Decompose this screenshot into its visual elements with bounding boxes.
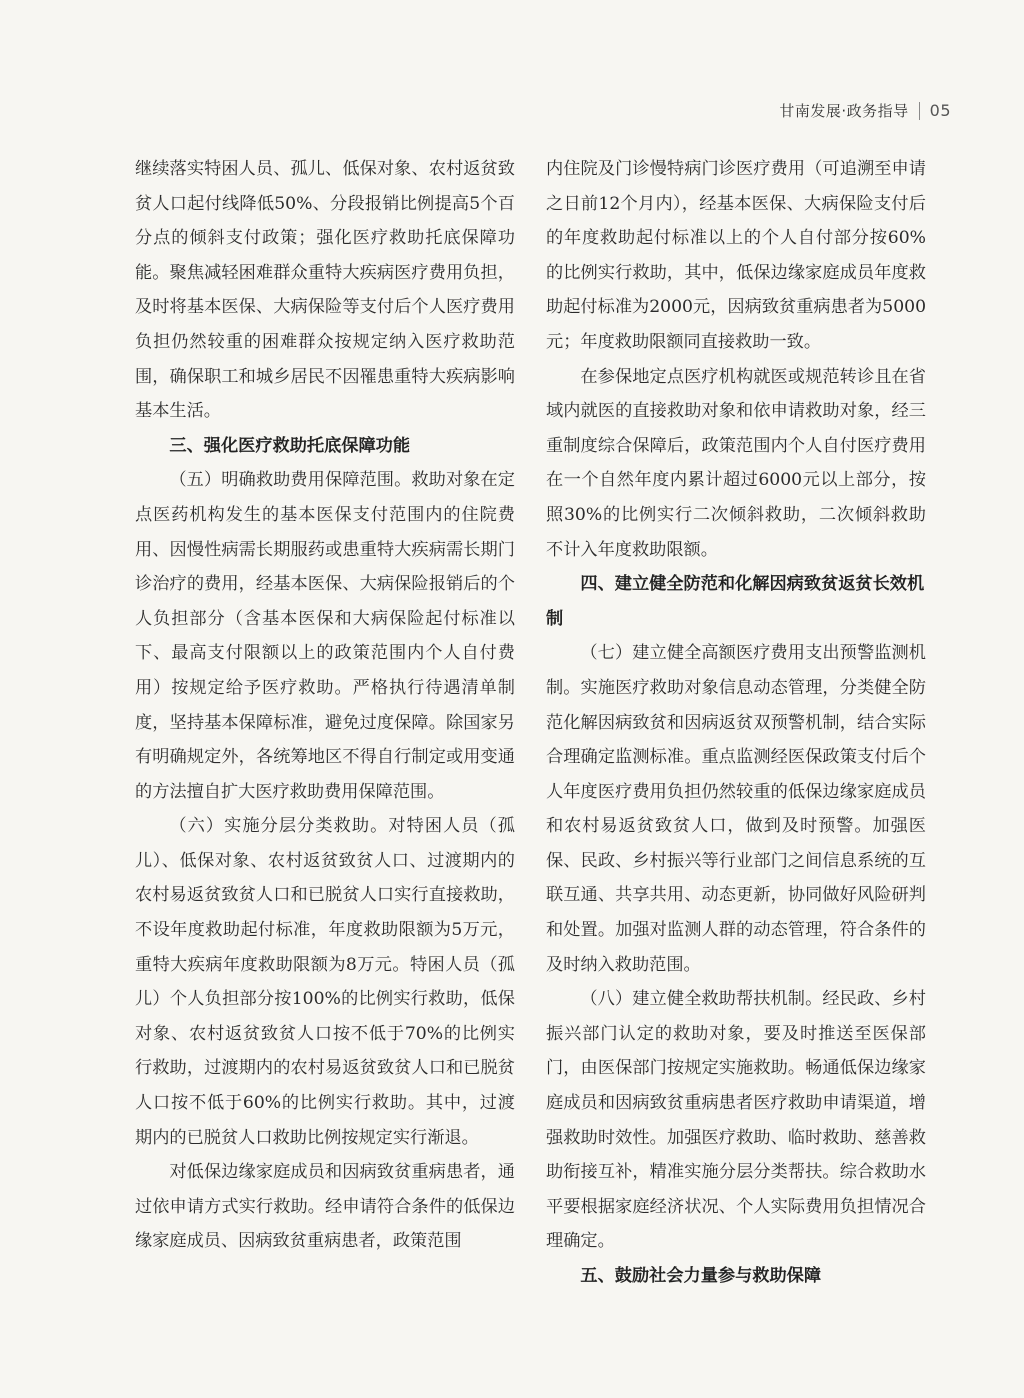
paragraph: 对低保边缘家庭成员和因病致贫重病患者，通过依申请方式实行救助。经申请符合条件的低保边缘家庭成员、因病致贫重病患者，政策范围 [135,1162,515,1252]
paragraph: （五）明确救助费用保障范围。救助对象在定点医药机构发生的基本医保支付范围内的住院费用、因慢性病需长期服药或患重特大疾病需长期门诊治疗的费用，经基本医保、大病保险报销后的个人负担部分（含基本医保和大病保险起付标准以下、最高支付限额以上的政策范围内个人自付费用）按规定给予医疗救助。严格执行待遇清单制度，坚持基本保障标准，避免过度保障。除国家另有明确规定外，各统筹地区不得自行制定或用变通的方法擅自扩大医疗救助费用保障范围。 [135,470,515,802]
right-column [546,152,926,1294]
paragraph: 内住院及门诊慢特病门诊医疗费用（可追溯至申请之日前12个月内），经基本医保、大病保险支付后的年度救助起付标准以上的个人自付部分按60%的比例实行救助，其中，低保边缘家庭成员年度救助起付标准为2000元，因病致贫重病患者为5000元；年度救助限额同直接救助一致。 [546,159,926,352]
header-divider [919,102,920,120]
running-header [779,100,951,121]
paragraph: （八）建立健全救助帮扶机制。经民政、乡村振兴部门认定的救助对象，要及时推送至医保部门，由医保部门按规定实施救助。畅通低保边缘家庭成员和因病致贫重病患者医疗救助申请渠道，增强救助时效性。加强医疗救助、临时救助、慈善救助衔接互补，精准实施分层分类帮扶。综合救助水平要根据家庭经济状况、个人实际费用负担情况合理确定。 [546,989,926,1252]
paragraph: （七）建立健全高额医疗费用支出预警监测机制。实施医疗救助对象信息动态管理，分类健全防范化解因病致贫和因病返贫双预警机制，结合实际合理确定监测标准。重点监测经医保政策支付后个人年度医疗费用负担仍然较重的低保边缘家庭成员和农村易返贫致贫人口，做到及时预警。加强医保、民政、乡村振兴等行业部门之间信息系统的互联互通、共享共用、动态更新，协同做好风险研判和处置。加强对监测人群的动态管理，符合条件的及时纳入救助范围。 [546,643,926,975]
paragraph: 继续落实特困人员、孤儿、低保对象、农村返贫致贫人口起付线降低50%、分段报销比例提高5个百分点的倾斜支付政策；强化医疗救助托底保障功能。聚焦减轻困难群众重特大疾病医疗费用负担，及时将基本医保、大病保险等支付后个人医疗费用负担仍然较重的困难群众按规定纳入医疗救助范围，确保职工和城乡居民不因罹患重特大疾病影响基本生活。 [135,159,515,422]
header-title: 甘南发展·政务指导 [779,102,909,120]
paragraph: 在参保地定点医疗机构就医或规范转诊且在省域内就医的直接救助对象和依申请救助对象，经三重制度综合保障后，政策范围内个人自付医疗费用在一个自然年度内累计超过6000元以上部分，按照30%的比例实行二次倾斜救助，二次倾斜救助不计入年度救助限额。 [546,366,926,560]
section-heading: 三、强化医疗救助托底保障功能 [169,435,411,456]
left-column [135,152,515,1259]
page-number: 05 [929,101,951,120]
paragraph: （六）实施分层分类救助。对特困人员（孤儿）、低保对象、农村返贫致贫人口、过渡期内的农村易返贫致贫人口和已脱贫人口实行直接救助，不设年度救助起付标准，年度救助限额为5万元，重特大疾病年度救助限额为8万元。特困人员（孤儿）个人负担部分按100%的比例实行救助，低保对象、农村返贫致贫人口按不低于70%的比例实行救助，过渡期内的农村易返贫致贫人口和已脱贫人口按不低于60%的比例实行救助。其中，过渡期内的已脱贫人口救助比例按规定实行渐退。 [135,816,515,1148]
section-heading: 五、鼓励社会力量参与救助保障 [580,1266,822,1286]
section-heading: 四、建立健全防范和化解因病致贫返贫长效机制 [546,574,925,629]
